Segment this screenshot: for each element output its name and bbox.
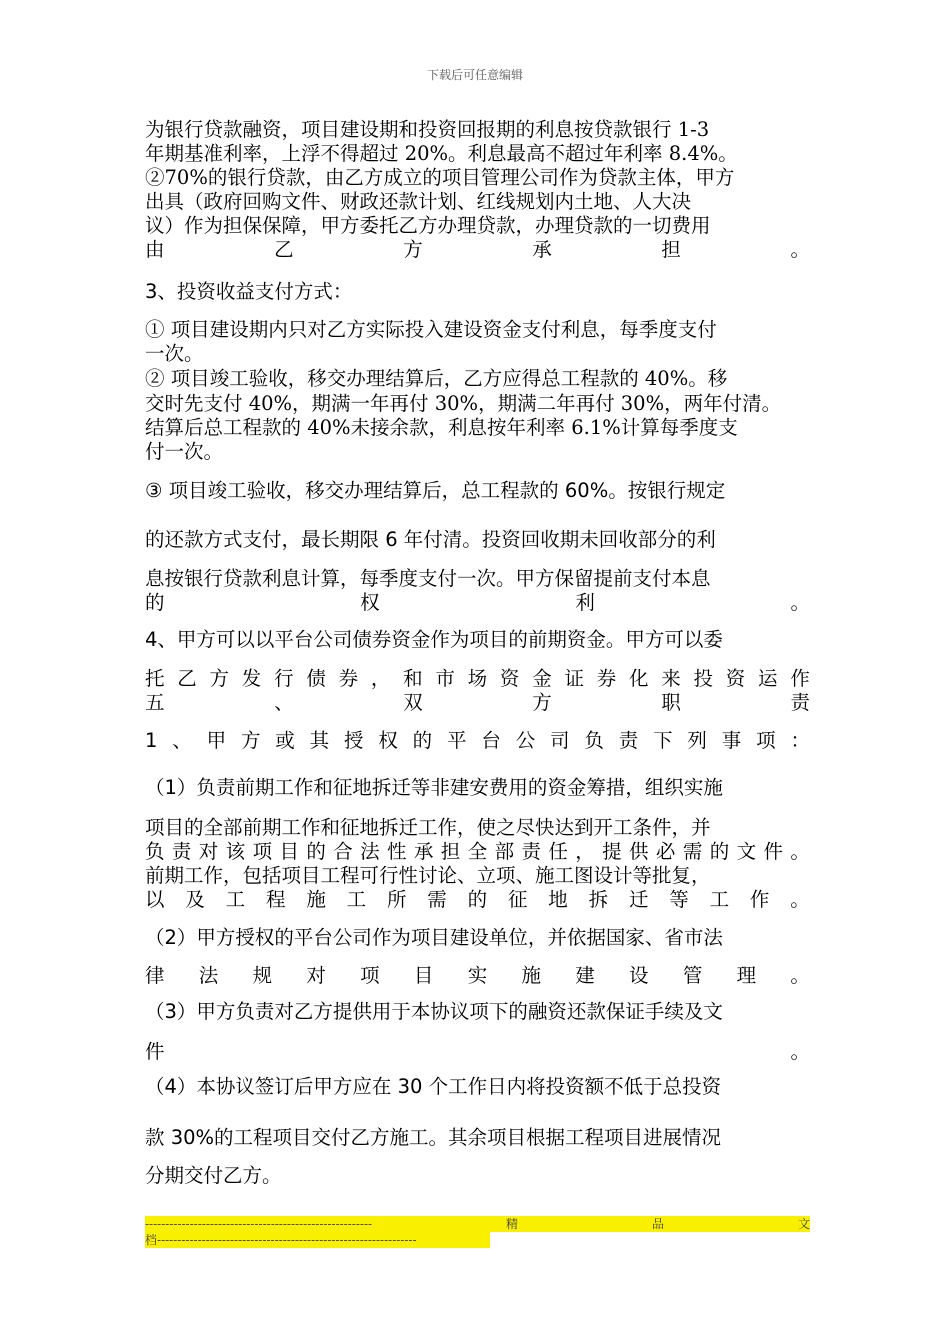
text-char: 的 [709,840,730,863]
text-char: 下 [653,729,673,752]
text-char: 作 [749,888,770,911]
text-char: 地 [548,888,568,911]
text-char: 性 [387,840,407,863]
text-line: 款 30%的工程项目交付乙方施工。其余项目根据工程项目进展情况 [145,1126,722,1149]
justified-line [145,1040,810,1064]
text-char: ： [790,729,810,752]
text-char: 。 [790,238,810,261]
text-char: 责 [790,691,810,714]
text-line: 付一次。 [145,440,224,463]
text-char: 司 [550,729,570,752]
text-char: 责 [618,729,639,752]
text-char: 权 [378,729,398,752]
text-char: 。 [790,888,810,911]
text-line: 为银行贷款融资，项目建设期和投资回报期的利息按贷款银行 1-3 [145,118,710,141]
text-char: 场 [467,667,488,690]
page-header: 下载后可任意编辑 [426,68,523,82]
text-char: 必 [655,840,676,863]
text-char: 对 [198,840,219,863]
justified-line [145,238,810,262]
text-char: 资 [499,667,520,690]
text-char: 承 [532,238,552,261]
text-char: 权 [360,591,380,614]
text-char: 的 [306,840,326,863]
text-char: 工 [225,888,246,911]
text-char: 工 [709,888,730,911]
text-char: 规 [252,964,273,987]
text-line: 出具（政府回购文件、财政还款计划、红线规划内土地、人大决 [145,190,692,213]
page-footer [145,1216,810,1250]
text-char: 及 [185,888,205,911]
text-line: ②70%的银行贷款，由乙方成立的项目管理公司作为贷款主体，甲方 [145,166,735,189]
text-char: 征 [507,888,528,911]
footer-char: 品 [651,1217,664,1231]
text-char: 部 [494,840,515,863]
text-char: 证 [564,667,584,690]
text-char: 双 [403,691,423,714]
justified-line [145,964,810,988]
text-char: 托 [145,667,165,690]
justified-line [145,667,810,691]
text-char: 对 [306,964,326,987]
text-char: 合 [333,840,353,863]
text-line: （2）甲方授权的平台公司作为项目建设单位，并依据国家、省市法 [145,926,723,949]
text-char: 文 [736,840,757,863]
text-char: 和 [403,667,423,690]
footer-dashes: ---------------------------------------------------------------- [157,1233,417,1247]
text-char: 承 [413,840,434,863]
text-char: 、 [274,691,294,714]
text-line: 息按银行贷款利息计算，每季度支付一次。甲方保留提前支付本息 [145,567,711,590]
footer-dashes: -------------------------------------------------------- [145,1217,373,1231]
justified-line [145,591,810,615]
text-char: 方 [209,667,230,690]
text-line: 4、甲方可以以平台公司债券资金作为项目的前期资金。甲方可以委 [145,628,723,651]
text-char: 责 [171,840,192,863]
footer-char: 文 [797,1217,810,1231]
text-char: 。 [790,964,810,987]
footer-char: 档 [145,1233,158,1247]
text-char: 1 [145,729,158,752]
section-heading [145,691,810,715]
text-char: 。 [790,591,810,614]
text-line: 一次。 [145,342,204,365]
justified-line [145,729,810,753]
text-char: 实 [467,964,488,987]
section-heading: 3、投资收益支付方式： [145,280,353,303]
text-char: 施 [521,964,541,987]
text-char: 来 [661,667,681,690]
text-line: 交时先支付 40%，期满一年再付 30%，期满二年再付 30%，两年付清。 [145,392,782,415]
text-char: 市 [435,667,455,690]
text-char: 负 [584,729,604,752]
text-char: 职 [661,691,681,714]
text-char: 或 [275,729,295,752]
text-char: 该 [225,840,246,863]
text-char: 列 [687,729,707,752]
text-char: 的 [412,729,433,752]
text-char: 建 [575,964,595,987]
text-char: 、 [172,729,192,752]
text-line: 项目的全部前期工作和征地拆迁工作，使之尽快达到开工条件，并 [145,816,711,839]
text-char: 目 [279,840,299,863]
text-char: 公 [515,729,536,752]
text-char: 程 [265,888,286,911]
footer-banner [145,1216,810,1232]
text-char: 目 [413,964,434,987]
text-char: 全 [467,840,488,863]
text-line: ① 项目建设期内只对乙方实际投入建设资金支付利息，每季度支付 [145,318,717,341]
text-char: 券 [596,667,617,690]
text-char: 法 [360,840,380,863]
text-char: 作 [790,667,810,690]
text-line: ③ 项目竣工验收，移交办理结算后，总工程款的 60%。按银行规定 [145,479,726,502]
text-char: 律 [145,964,165,987]
text-char: 件 [145,1040,165,1063]
text-char: 化 [628,667,649,690]
text-char: 工 [346,888,367,911]
text-line: 分期交付乙方。 [145,1164,282,1187]
text-char: 任 [548,840,568,863]
footer-char: 精 [506,1217,519,1231]
text-char: 债 [306,667,326,690]
text-line: （4）本协议签订后甲方应在 30 个工作日内将投资额不低于总投资 [145,1075,722,1098]
text-char: 发 [241,667,262,690]
text-char: 需 [682,840,703,863]
text-char: 运 [758,667,778,690]
text-char: 法 [198,964,219,987]
text-char: 乙 [177,667,197,690]
text-char: 担 [661,238,681,261]
text-char: 施 [306,888,326,911]
justified-line [145,840,810,864]
text-char: 资 [725,667,746,690]
text-char: 平 [447,729,467,752]
text-char: 理 [736,964,757,987]
text-char: 项 [252,840,273,863]
text-char: 的 [145,591,165,614]
text-line: 前期工作，包括项目工程可行性讨论、立项、施工图设计等批复， [145,864,711,887]
text-char: 行 [274,667,294,690]
text-char: 方 [532,691,552,714]
text-char: ， [370,667,391,690]
text-char: 拆 [588,888,609,911]
text-line: 的还款方式支付，最长期限 6 年付清。投资回收期未回收部分的利 [145,528,716,551]
text-char: 事 [721,729,742,752]
text-line: 年期基准利率，上浮不得超过 20%。利息最高不超过年利率 8.4%。 [145,142,738,165]
text-char: 件 [763,840,783,863]
text-line: 议）作为担保保障，甲方委托乙方办理贷款，办理贷款的一切费用 [145,214,711,237]
text-char: 供 [629,840,649,863]
text-char: 授 [343,729,364,752]
text-char: 所 [386,888,407,911]
text-char: 责 [521,840,541,863]
text-char: 。 [790,1040,810,1063]
text-char: 等 [669,888,689,911]
text-line: ② 项目竣工验收，移交办理结算后，乙方应得总工程款的 40%。移 [145,367,728,390]
text-char: 台 [481,729,501,752]
text-char: 方 [403,238,423,261]
text-char: 需 [427,888,447,911]
text-char: 提 [602,840,622,863]
text-char: 投 [693,667,714,690]
justified-line [145,888,810,912]
text-char: 以 [145,888,165,911]
text-char: 五 [145,691,165,714]
text-char: 设 [629,964,649,987]
text-char: 券 [338,667,359,690]
footer-banner-continued [145,1232,490,1248]
text-char: 的 [467,888,488,911]
text-char: 金 [532,667,552,690]
text-char: ， [575,840,595,863]
text-char: 由 [145,238,165,261]
text-line: 结算后总工程款的 40%未接余款，利息按年利率 6.1%计算每季度支 [145,416,738,439]
text-char: 负 [145,840,165,863]
text-char: 其 [309,729,330,752]
text-char: 利 [575,591,595,614]
text-char: 。 [790,840,810,863]
text-char: 甲 [206,729,227,752]
text-char: 方 [240,729,261,752]
text-char: 管 [682,964,703,987]
text-char: 乙 [274,238,294,261]
text-char: 项 [756,729,776,752]
text-char: 项 [360,964,380,987]
text-line: （1）负责前期工作和征地拆迁等非建安费用的资金筹措，组织实施 [145,776,723,799]
text-char: 迁 [628,888,649,911]
text-char: 担 [440,840,461,863]
text-line: （3）甲方负责对乙方提供用于本协议项下的融资还款保证手续及文 [145,1000,723,1023]
